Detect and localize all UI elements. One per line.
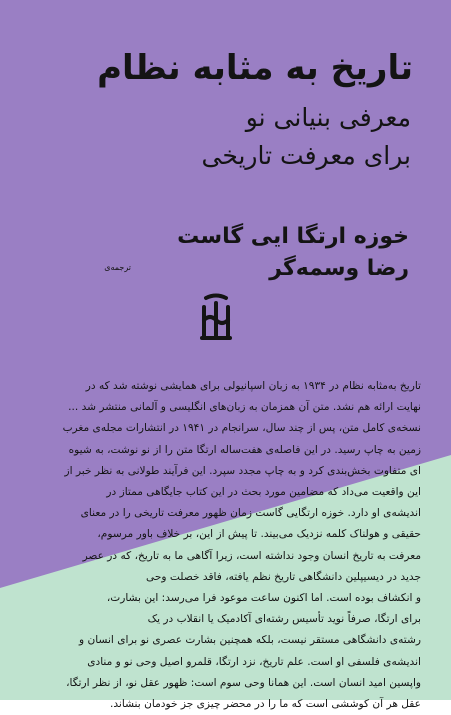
publisher-logo-icon — [196, 292, 236, 342]
book-subtitle-line2: برای معرفت تاریخی — [201, 141, 411, 170]
blurb-line: ای متفاوت بخش‌بندی کرد و به چاپ مجدد سپرد. این فرآیند طولانی به نظر خبر از — [64, 464, 421, 477]
book-title: تاریخ به مثابه نظام — [97, 48, 413, 88]
blurb-line: تاریخ به‌مثابه نظام در ۱۹۳۴ به زبان اسپانیولی برای همایشی نوشته شد که در — [85, 380, 421, 392]
blurb-line: نسخه‌ی کامل متن، پس از چند سال، سرانجام در ۱۹۴۱ در انتشارات مجله‌ی مغرب — [62, 422, 421, 435]
blurb-line: این واقعیت می‌داد که مضامین مورد بحث در این کتاب جایگاهی ممتاز در — [106, 486, 421, 499]
back-cover-blurb — [26, 376, 421, 715]
translator-label: ترجمه‌ی — [104, 263, 131, 272]
blurb-line: زمین به چاپ رسید. در این فاصله‌ی هفت‌ساله ارتگا متن را از نو نوشت، به شیوه — [68, 443, 421, 456]
blurb-line: حقیقی و هولناک کلمه نزدیک می‌بیند. تا پیش از این، بر خلاف باور مرسوم، — [97, 528, 421, 541]
blurb-line: عقل هر آن کوششی است که ما را در محضر چیزی جز خودمان بنشاند. — [110, 698, 421, 711]
blurb-line: معرفت به تاریخ انسان وجود نداشته است، زیرا آگاهی ما به تاریخ، که در عصر — [82, 549, 421, 562]
translator-credit — [104, 255, 409, 285]
blurb-line: واپسین امید انسان است. این همانا وحی سوم است: ظهور عقل نو، از نظر ارتگا، — [66, 676, 421, 689]
blurb-line: اندیشه‌ی فلسفی او است. علم تاریخ، نزد ارتگا، قلمرو اصیل وحی نو و منادی — [87, 655, 421, 668]
blurb-line: جدید در دیسیپلین دانشگاهی تاریخ نظم یافته، فاقد خصلت وحی — [146, 570, 421, 583]
book-subtitle-line1: معرفی بنیانی نو — [245, 103, 411, 132]
blurb-line: رشته‌ی دانشگاهی مستقر نیست، بلکه همچنین بشارت عصری نو برای انسان و — [79, 634, 421, 647]
author-name: خوزه ارتگا ایی گاست — [177, 224, 409, 249]
blurb-line: نهایت ارائه هم نشد. متن آن همزمان به زبان‌های انگلیسی و آلمانی منتشر شد ... — [68, 401, 421, 414]
blurb-line: اندیشه‌ی او دارد. خوزه ارتگایی گاست زمان ظهور معرفت تاریخی را در معنای — [80, 507, 421, 520]
blurb-line: برای ارتگا، صرفاً نوید تأسیس رشته‌ای آکادمیک یا انقلاب در یک — [147, 613, 421, 626]
translator-name: رضا وسمه‌گر — [269, 256, 409, 281]
blurb-line: و انکشاف بوده است. اما اکنون ساعت موعود فرا می‌رسد: این بشارت، — [106, 592, 421, 605]
